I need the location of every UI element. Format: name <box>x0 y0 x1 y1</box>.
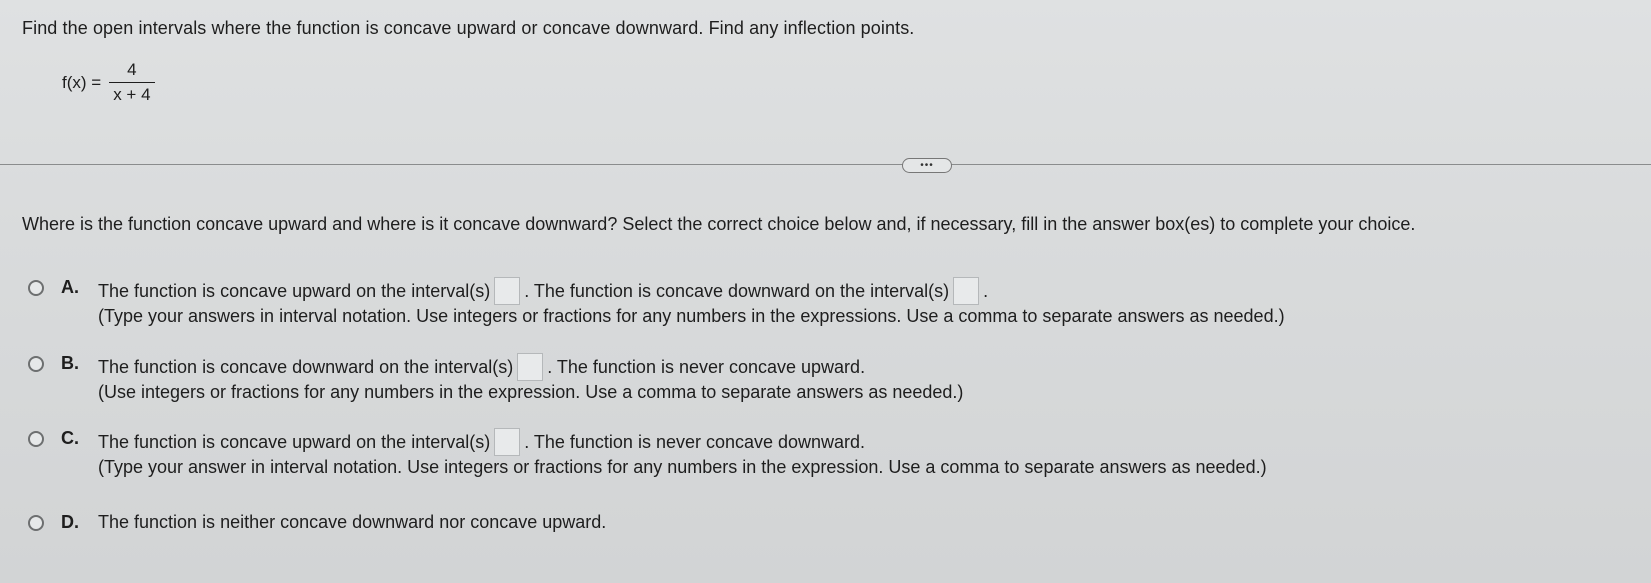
choice-d-line <box>98 512 606 533</box>
choice-letter: A. <box>61 277 79 297</box>
function-lhs: f(x) = <box>62 72 102 92</box>
choice-b-text-2: . The function is never concave upward. <box>547 356 866 377</box>
choice-letter: D. <box>61 512 79 532</box>
choice-a-text-2: . The function is concave downward on the interval(s) <box>524 280 950 301</box>
choice-c-text-2: . The function is never concave downward. <box>524 431 866 452</box>
more-options-button[interactable]: ••• <box>902 158 952 173</box>
choice-a-text-1: The function is concave upward on the interval(s) <box>98 280 491 301</box>
section-divider <box>0 164 1651 165</box>
radio-a[interactable] <box>28 280 44 296</box>
choice-b-text-1: The function is concave downward on the interval(s) <box>98 356 514 377</box>
choice-a-text-3: . <box>983 280 989 301</box>
choice-c-note: (Type your answer in interval notation. Use integers or fractions for any numbers in the expression. Use a comma to separate answers as needed.) <box>98 457 1267 477</box>
fraction-numerator: 4 <box>127 60 137 79</box>
answer-box-a-downward[interactable] <box>953 277 979 305</box>
radio-d[interactable] <box>28 515 44 531</box>
choice-b-line <box>98 353 865 381</box>
function-fraction <box>109 60 154 105</box>
choice-b-note: (Use integers or fractions for any numbers in the expression. Use a comma to separate answers as needed.) <box>98 382 964 402</box>
radio-b[interactable] <box>28 356 44 372</box>
choice-c-text-1: The function is concave upward on the interval(s) <box>98 431 491 452</box>
question-text: Find the open intervals where the function is concave upward or concave downward. Find any inflection points. <box>22 18 915 38</box>
prompt-text: Where is the function concave upward and where is it concave downward? Select the correct choice below and, if necessary, fill in the answer box(es) to complete your choice. <box>22 214 1416 234</box>
fraction-denominator: x + 4 <box>109 82 154 105</box>
answer-box-c-upward[interactable] <box>494 428 520 456</box>
choice-c-line <box>98 428 865 456</box>
choice-d-text-1: The function is neither concave downward nor concave upward. <box>98 512 607 532</box>
radio-c[interactable] <box>28 431 44 447</box>
choice-a-line <box>98 277 988 305</box>
answer-box-b-downward[interactable] <box>517 353 543 381</box>
choice-letter: B. <box>61 353 79 373</box>
function-expression <box>62 60 155 105</box>
choice-letter: C. <box>61 428 79 448</box>
choice-a-note: (Type your answers in interval notation. Use integers or fractions for any numbers in the expressions. Use a comma to separate answers as needed.) <box>98 306 1285 326</box>
answer-box-a-upward[interactable] <box>494 277 520 305</box>
